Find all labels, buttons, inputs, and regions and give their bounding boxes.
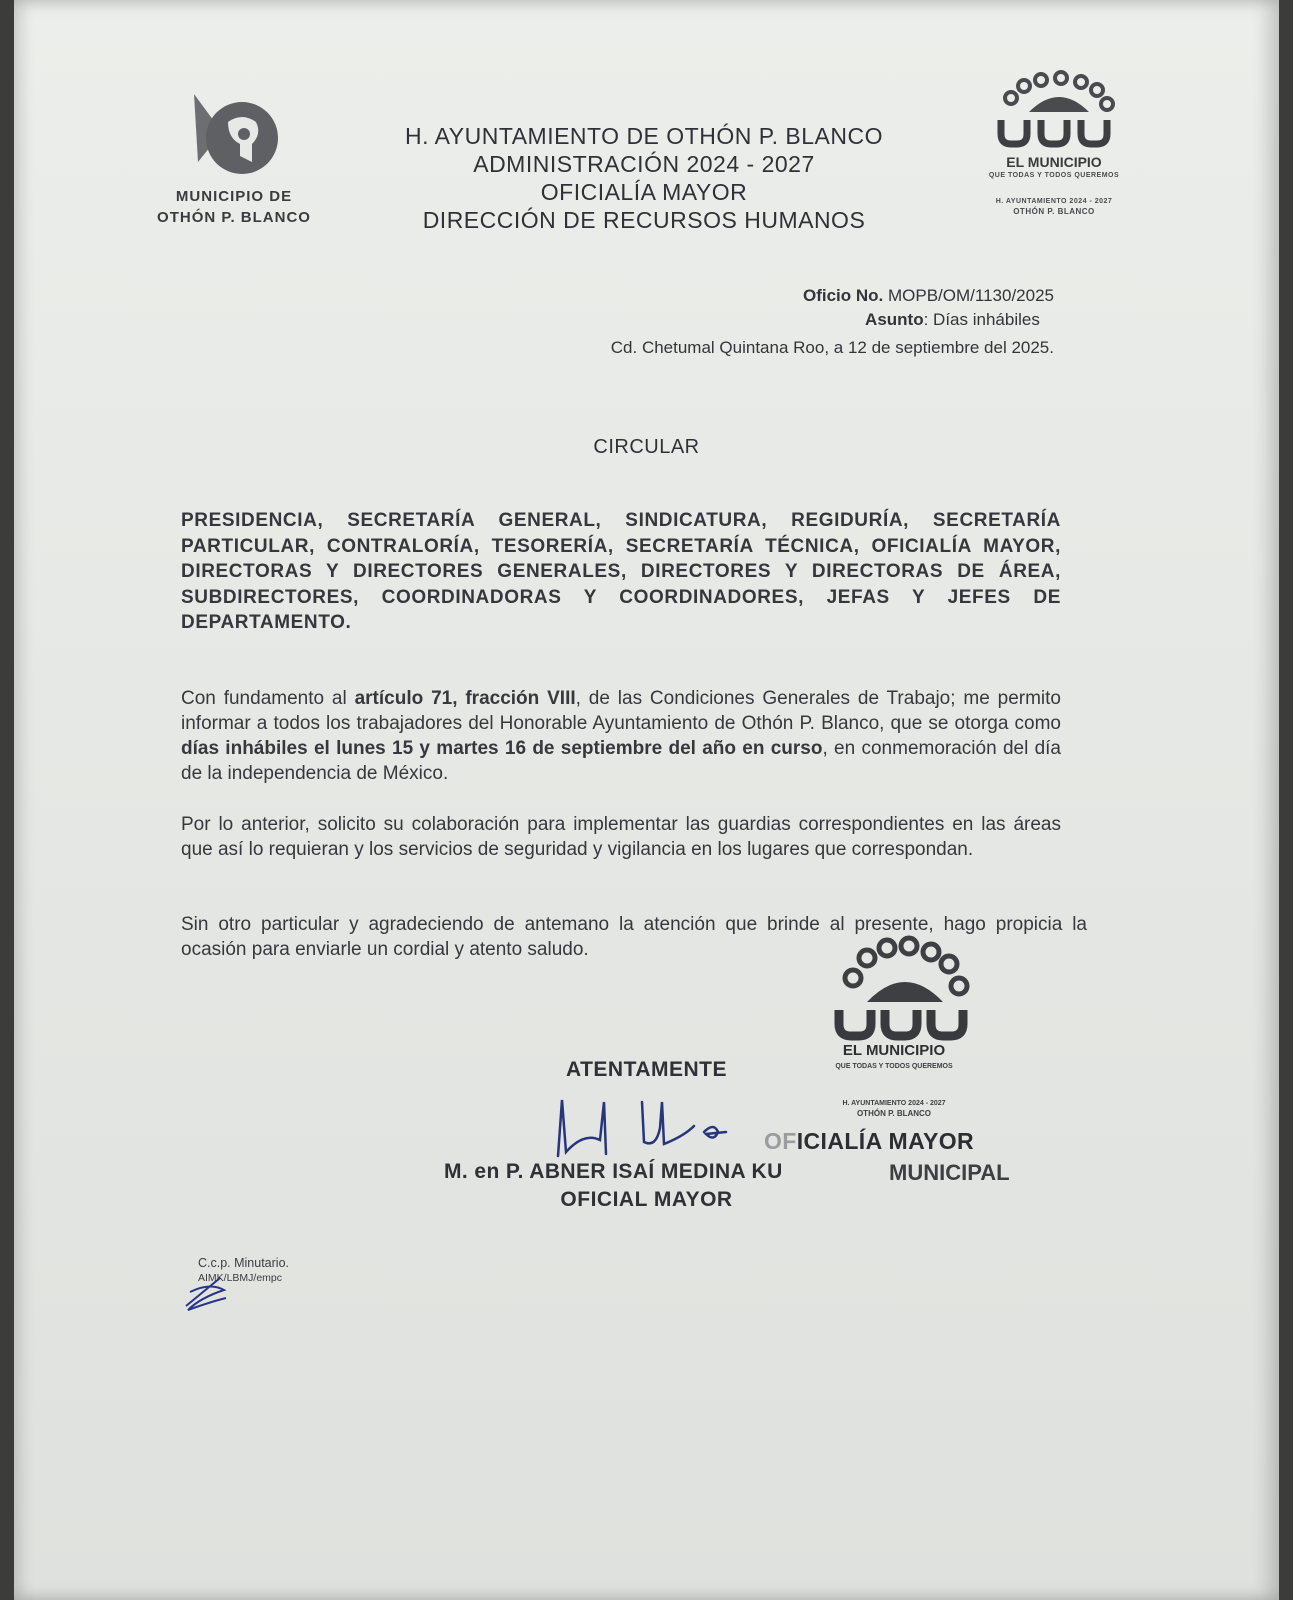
logo-right-city: OTHÓN P. BLANCO — [1013, 207, 1095, 216]
header-line1: H. AYUNTAMIENTO DE OTHÓN P. BLANCO — [405, 123, 883, 149]
document-type: CIRCULAR — [593, 436, 700, 458]
letterhead-header — [314, 122, 974, 234]
logo-left-line2: OTHÓN P. BLANCO — [157, 209, 311, 226]
header-line3: OFICIALÍA MAYOR — [540, 179, 748, 205]
body-paragraph-1 — [181, 686, 1061, 786]
stamp-name: EL MUNICIPIO — [842, 1042, 946, 1059]
p1-text-c: , de las Condiciones Generales de Trabajo; me permito informar a todos los trabajadores del Honorable Ayuntamiento de Othón P. Blanco, que se otorga como — [181, 688, 1061, 734]
asunto-line — [611, 308, 1054, 332]
oficio-label: Oficio No. — [802, 286, 884, 305]
ccp-block — [184, 1256, 289, 1286]
signer-role: OFICIAL MAYOR — [560, 1188, 733, 1211]
el-municipio-logo — [979, 70, 1129, 230]
stamp-tagline: QUE TODAS Y TODOS QUEREMOS — [835, 1063, 953, 1070]
body-paragraph-2: Por lo anterior, solicito su colaboración para implementar las guardias correspondientes en las áreas que así lo requieran y los servicios de seguridad y vigilancia en los lugares que correspondan. — [181, 814, 1061, 860]
salutation: ATENTAMENTE — [565, 1058, 728, 1081]
asunto-value: : Días inhábiles — [923, 310, 1040, 329]
reference-block — [611, 284, 1054, 360]
municipio-emblem-icon — [184, 92, 284, 184]
stamp-admin: H. AYUNTAMIENTO 2024 - 2027 — [842, 1100, 946, 1107]
p1-text-a: Con fundamento al — [181, 688, 355, 709]
stamp-office — [764, 1128, 974, 1155]
stamp-office-faded: OF — [764, 1128, 797, 1154]
body-paragraph-3: Sin otro particular y agradeciendo de antemano la atención que brinde al presente, hago propicia la ocasión para enviarle un cordial y atento saludo. — [181, 914, 1087, 960]
logo-right-name: EL MUNICIPIO — [1006, 154, 1102, 170]
asunto-label: Asunto — [865, 310, 924, 329]
document-page — [14, 0, 1279, 1600]
p1-bold-article: artículo 71, fracción VIII — [354, 688, 576, 709]
place-date: Cd. Chetumal Quintana Roo, a 12 de septiembre del 2025. — [610, 338, 1054, 357]
ccp-line1: C.c.p. Minutario. — [198, 1256, 290, 1270]
oficio-line — [611, 284, 1054, 308]
header-line4: DIRECCIÓN DE RECURSOS HUMANOS — [422, 207, 866, 233]
handwritten-signature-icon — [544, 1092, 744, 1162]
ccp-initial-scribble-icon — [180, 1272, 240, 1312]
municipio-logo — [134, 92, 334, 242]
p1-text-e: , en conmemoración del día de la independencia de México. — [181, 738, 1062, 784]
municipio-swirl-emblem-icon — [979, 70, 1129, 154]
logo-right-admin: H. AYUNTAMIENTO 2024 - 2027 — [995, 198, 1113, 205]
signer-name: M. en P. ABNER ISAÍ MEDINA KU — [444, 1160, 783, 1183]
p1-bold-days: días inhábiles el lunes 15 y martes 16 de septiembre del año en curso — [181, 738, 823, 759]
oficio-value: MOPB/OM/1130/2025 — [888, 286, 1054, 305]
stamp-city: OTHÓN P. BLANCO — [856, 1109, 932, 1118]
ccp-line2: AIMK/LBMJ/empc — [198, 1272, 283, 1284]
stamp-office-text: ICIALÍA MAYOR — [796, 1128, 975, 1154]
logo-right-tagline: QUE TODAS Y TODOS QUEREMOS — [988, 172, 1120, 179]
stamp-municipal: MUNICIPAL — [889, 1160, 1010, 1185]
recipients: PRESIDENCIA, SECRETARÍA GENERAL, SINDICATURA, REGIDURÍA, SECRETARÍA PARTICULAR, CONTRALORÍA, TESORERÍA, SECRETARÍA TÉCNICA, OFICIALÍA MAYOR, DIRECTORAS Y DIRECTORES GENERALES, DIRECTORES Y DIRECTORAS DE ÁREA, SUBDIRECTORES, COORDINADORAS Y COORDINADORES, JEFAS Y JEFES DE DEPARTAMENTO. — [181, 510, 1061, 633]
stamp-swirl-emblem-icon — [819, 930, 979, 1042]
logo-left-line1: MUNICIPIO DE — [175, 188, 293, 205]
header-line2: ADMINISTRACIÓN 2024 - 2027 — [473, 151, 815, 177]
